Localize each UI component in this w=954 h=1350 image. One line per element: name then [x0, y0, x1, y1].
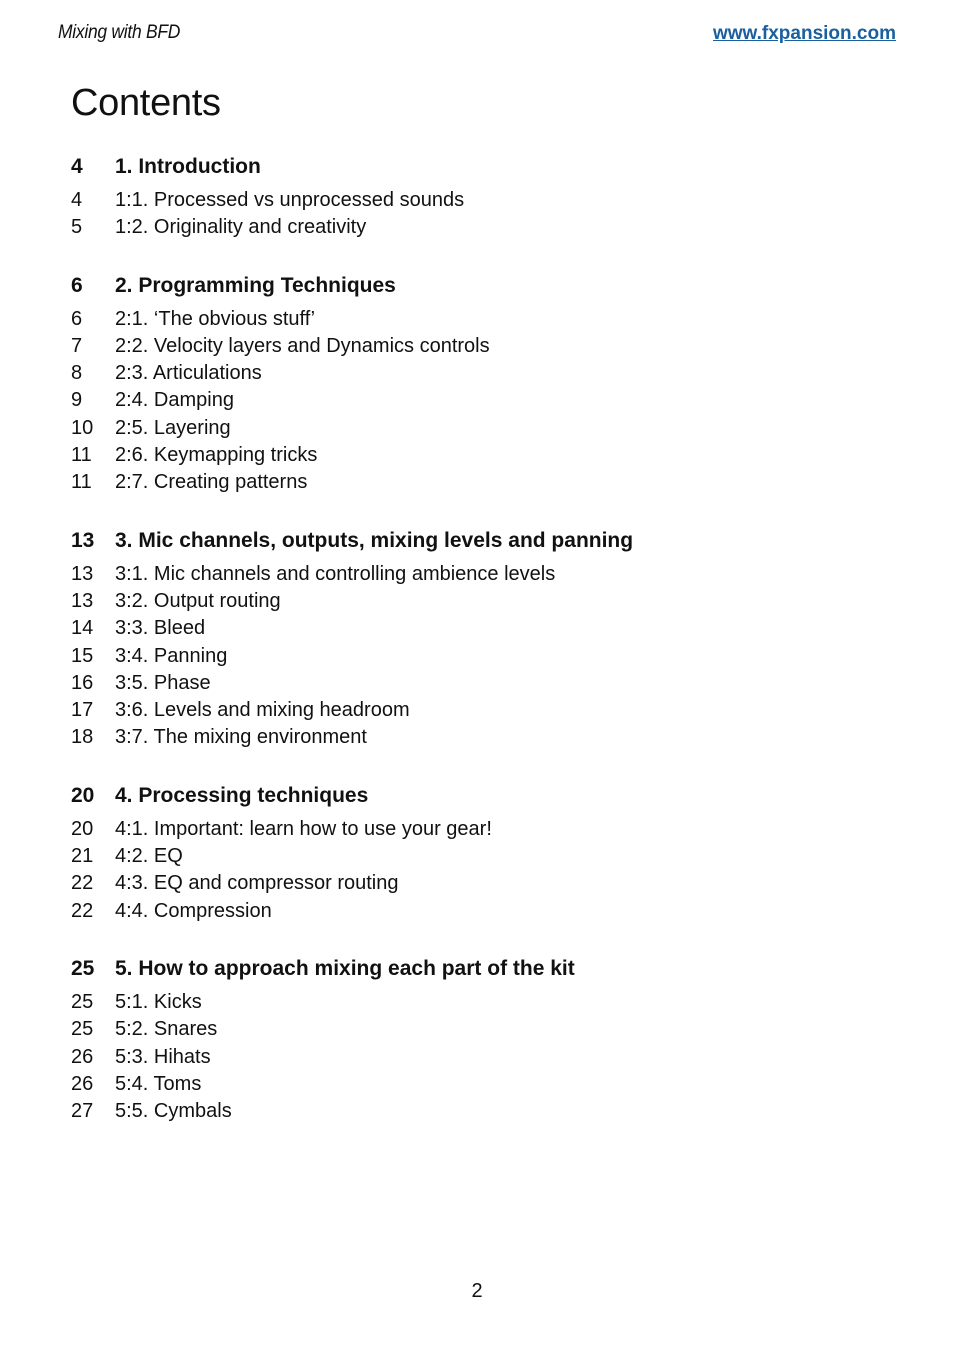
- toc-entry-title: 2:2. Velocity layers and Dynamics controls: [115, 334, 490, 357]
- toc-entry[interactable]: [71, 670, 891, 697]
- toc-page-number: 13: [71, 528, 95, 552]
- toc-page-number: 25: [71, 990, 94, 1013]
- toc-page-number: 14: [71, 617, 94, 640]
- toc-entry[interactable]: [71, 306, 891, 333]
- toc-page-number: 6: [71, 307, 83, 330]
- toc-entry[interactable]: [71, 870, 891, 897]
- toc-entry[interactable]: [71, 816, 891, 843]
- toc-entry-title: 5:5. Cymbals: [115, 1100, 232, 1123]
- toc-entry[interactable]: [71, 1016, 891, 1043]
- toc-entry-title: 2:1. ‘The obvious stuff’: [115, 307, 316, 330]
- toc-page-number: 11: [71, 444, 92, 467]
- toc-section: [71, 271, 891, 497]
- toc-entry[interactable]: [71, 360, 891, 387]
- toc-page-number: 25: [71, 1018, 94, 1041]
- toc-section: [71, 526, 891, 752]
- toc-entry-title: 4:4. Compression: [115, 899, 272, 922]
- toc-entry-title: 2:6. Keymapping tricks: [115, 444, 318, 467]
- toc-entry[interactable]: [71, 697, 891, 724]
- toc-page-number: 17: [71, 699, 94, 722]
- document-title: Mixing with BFD: [58, 22, 181, 43]
- toc-entry-title: 3:4. Panning: [115, 644, 228, 667]
- toc-entry-title: 5:1. Kicks: [115, 990, 202, 1013]
- website-link[interactable]: www.fxpansion.com: [713, 23, 896, 44]
- page-title: Contents: [71, 82, 221, 124]
- toc-entry-title: 4:2. EQ: [115, 845, 183, 868]
- toc-page-number: 5: [71, 216, 83, 239]
- toc-entry-title: 5:2. Snares: [115, 1018, 218, 1041]
- toc-entry-title: 3:5. Phase: [115, 671, 211, 694]
- toc-section-title: 2. Programming Techniques: [115, 273, 396, 297]
- toc-section-heading[interactable]: [71, 152, 891, 182]
- toc-entry-title: 5:3. Hihats: [115, 1045, 211, 1068]
- toc-entry[interactable]: [71, 615, 891, 642]
- toc-page-number: 26: [71, 1045, 94, 1068]
- toc-page-number: 27: [71, 1100, 94, 1123]
- toc-entry[interactable]: [71, 333, 891, 360]
- toc-page-number: 10: [71, 416, 94, 439]
- toc-section-title: 5. How to approach mixing each part of the kit: [115, 956, 575, 980]
- toc-page-number: 22: [71, 872, 94, 895]
- toc-entry-title: 4:3. EQ and compressor routing: [115, 872, 399, 895]
- toc-page-number: 11: [71, 471, 92, 494]
- toc-entry-title: 3:7. The mixing environment: [115, 726, 367, 749]
- toc-page-number: 13: [71, 589, 94, 612]
- toc-section-heading[interactable]: [71, 781, 891, 811]
- page-number: 2: [471, 1280, 483, 1302]
- toc-page-number: 9: [71, 389, 83, 412]
- toc-entry-title: 3:3. Bleed: [115, 617, 206, 640]
- toc-entry[interactable]: [71, 724, 891, 751]
- toc-entry[interactable]: [71, 1044, 891, 1071]
- toc-entry[interactable]: [71, 843, 891, 870]
- toc-page-number: 20: [71, 783, 95, 807]
- toc-entry-title: 3:1. Mic channels and controlling ambience levels: [115, 562, 556, 585]
- toc-page-number: 4: [71, 189, 83, 211]
- toc-entry-title: 5:4. Toms: [115, 1072, 202, 1095]
- toc-section-heading[interactable]: [71, 954, 891, 984]
- toc-entry[interactable]: [71, 442, 891, 469]
- toc-entry[interactable]: [71, 561, 891, 588]
- toc-entry-title: 1:1. Processed vs unprocessed sounds: [115, 189, 465, 211]
- toc-section: [71, 954, 891, 1125]
- toc-section: [71, 152, 891, 242]
- toc-entry-title: 2:4. Damping: [115, 389, 234, 412]
- toc-section-title: 1. Introduction: [115, 155, 261, 178]
- toc-entry[interactable]: [71, 588, 891, 615]
- toc-entry[interactable]: [71, 214, 891, 241]
- toc-page-number: 8: [71, 362, 83, 385]
- toc-page-number: 21: [71, 845, 94, 868]
- toc-entry[interactable]: [71, 898, 891, 925]
- toc-page-number: 7: [71, 334, 83, 357]
- toc-section-heading[interactable]: [71, 271, 891, 301]
- table-of-contents: [71, 152, 891, 1154]
- toc-page-number: 22: [71, 899, 94, 922]
- toc-page-number: 26: [71, 1072, 94, 1095]
- toc-entry-title: 3:6. Levels and mixing headroom: [115, 699, 410, 722]
- toc-entry[interactable]: [71, 1071, 891, 1098]
- toc-entry-title: 2:5. Layering: [115, 416, 231, 439]
- toc-entry[interactable]: [71, 187, 891, 214]
- toc-entry-title: 3:2. Output routing: [115, 589, 281, 612]
- toc-page-number: 20: [71, 817, 94, 840]
- toc-section-heading[interactable]: [71, 526, 891, 556]
- toc-page-number: 25: [71, 956, 95, 980]
- toc-page-number: 4: [71, 155, 83, 178]
- toc-entry[interactable]: [71, 387, 891, 414]
- toc-entry-title: 2:3. Articulations: [115, 362, 262, 385]
- toc-entry[interactable]: [71, 469, 891, 496]
- toc-section-title: 3. Mic channels, outputs, mixing levels and panning: [115, 528, 634, 552]
- toc-page-number: 15: [71, 644, 94, 667]
- toc-entry-title: 1:2. Originality and creativity: [115, 216, 367, 239]
- toc-section: [71, 781, 891, 925]
- toc-entry[interactable]: [71, 989, 891, 1016]
- toc-section-title: 4. Processing techniques: [115, 783, 369, 807]
- toc-page-number: 18: [71, 726, 94, 749]
- toc-page-number: 16: [71, 671, 94, 694]
- toc-entry-title: 2:7. Creating patterns: [115, 471, 308, 494]
- toc-entry[interactable]: [71, 415, 891, 442]
- toc-page-number: 6: [71, 273, 83, 297]
- toc-entry-title: 4:1. Important: learn how to use your gear!: [115, 817, 492, 840]
- toc-entry[interactable]: [71, 1098, 891, 1125]
- toc-entry[interactable]: [71, 643, 891, 670]
- toc-page-number: 13: [71, 562, 94, 585]
